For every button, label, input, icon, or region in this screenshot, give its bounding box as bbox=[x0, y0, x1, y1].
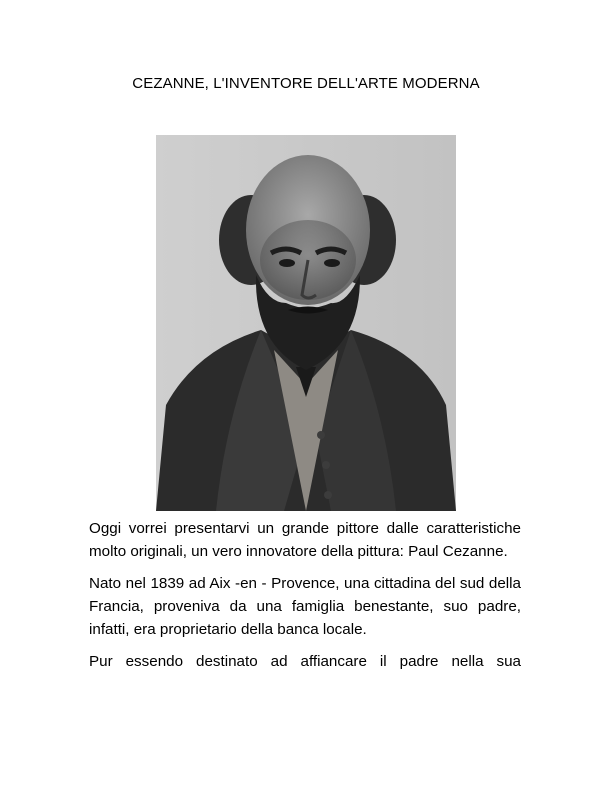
paragraph: Oggi vorrei presentarvi un grande pittore dalle caratteristiche molto originali, un vero innovatore della pittura: Paul Cezanne. bbox=[89, 520, 521, 560]
document-title: CEZANNE, L'INVENTORE DELL'ARTE MODERNA bbox=[132, 75, 480, 92]
paragraph: Nato nel 1839 ad Aix -en - Provence, una cittadina del sud della Francia, proveniva da una famiglia benestante, suo padre, infatti, era proprietario della banca locale. bbox=[89, 575, 521, 638]
paragraph: Pur essendo destinato ad affiancare il padre nella sua bbox=[89, 653, 521, 670]
article-body bbox=[89, 517, 521, 682]
portrait-photo bbox=[156, 135, 456, 511]
